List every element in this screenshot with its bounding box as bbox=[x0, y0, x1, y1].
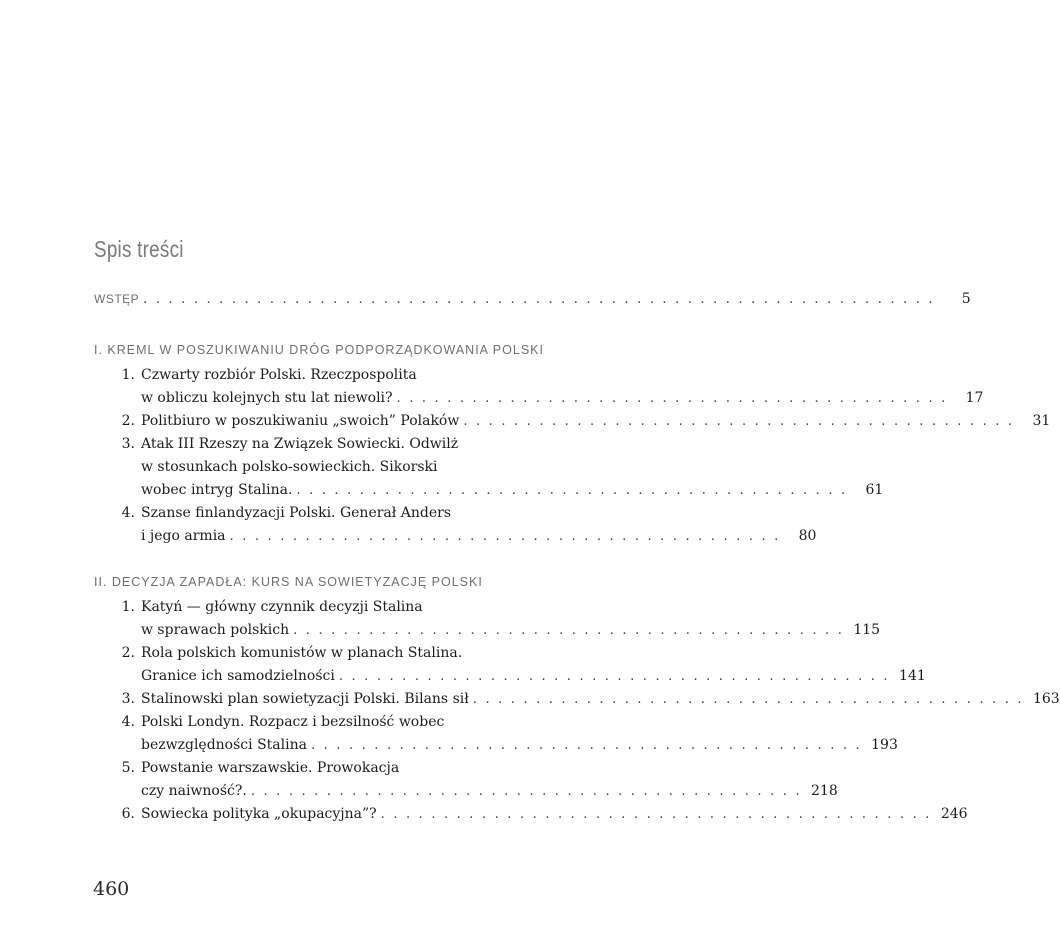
toc-intro-page: 5 bbox=[961, 291, 971, 307]
entry-page: 163 bbox=[1032, 691, 1060, 707]
entry-page: 17 bbox=[965, 390, 984, 406]
entry-page: 115 bbox=[853, 622, 881, 638]
entry-text-line: Atak III Rzeszy na Związek Sowiecki. Odwilż bbox=[141, 436, 459, 452]
entry-text-line: w obliczu kolejnych stu lat niewoli? bbox=[141, 390, 393, 406]
entry-text-line: bezwzględności Stalina bbox=[141, 737, 307, 753]
entry-page: 31 bbox=[1032, 413, 1051, 429]
entry-number: 1. bbox=[121, 367, 135, 383]
entry-text-line: Katyń — główny czynnik decyzji Stalina bbox=[141, 599, 423, 615]
entry-text-line: Powstanie warszawskie. Prowokacja bbox=[141, 760, 400, 776]
entry-text-line: Rola polskich komunistów w planach Stalina. bbox=[141, 645, 463, 661]
entry-leader-line bbox=[141, 389, 984, 408]
entry-number: 3. bbox=[121, 436, 135, 452]
entry-text-line: Stalinowski plan sowietyzacji Polski. Bilans sił bbox=[141, 691, 469, 707]
toc-intro-row[interactable] bbox=[94, 291, 971, 307]
section-heading-2: II. DECYZJA ZAPADŁA: KURS NA SOWIETYZACJĘ POLSKI bbox=[94, 575, 483, 589]
entry-leader-line bbox=[141, 667, 926, 686]
entry-text-line: czy naiwność?. bbox=[141, 783, 247, 799]
entry-number: 6. bbox=[121, 806, 135, 822]
entry-text-line: Polski Londyn. Rozpacz i bezsilność wobec bbox=[141, 714, 445, 730]
entry-text-line: i jego armia bbox=[141, 528, 226, 544]
entry-text-line: Szanse finlandyzacji Polski. Generał Anders bbox=[141, 505, 452, 521]
entry-number: 4. bbox=[121, 714, 135, 730]
entry-page: 246 bbox=[940, 806, 968, 822]
entry-leader-line bbox=[141, 805, 968, 824]
leader-dots: . . . . . . . . . . . . . . . . . . . . . . . . . . . . . . . . . . . . . . . . . . . . bbox=[396, 391, 948, 406]
leader-dots: . . . . . . . . . . . . . . . . . . . . . . . . . . . . . . . . . . . . . . . . . . . . bbox=[296, 483, 848, 498]
leader-dots: . . . . . . . . . . . . . . . . . . . . . . . . . . . . . . . . . . . . . . . . . . . . bbox=[310, 738, 862, 753]
entry-text-line: Politbiuro w poszukiwaniu „swoich” Polaków bbox=[141, 413, 460, 429]
entry-number: 3. bbox=[121, 691, 135, 707]
entry-text-line: wobec intryg Stalina. bbox=[141, 482, 293, 498]
entry-page: 193 bbox=[871, 737, 898, 753]
entry-page: 61 bbox=[865, 482, 884, 498]
leader-dots: . . . . . . . . . . . . . . . . . . . . . . . . . . . . . . . . . . . . . . . . . . . . . . . . . . . . . . . . . . . . . . . bbox=[143, 292, 935, 307]
entry-text-line: w sprawach polskich bbox=[141, 622, 290, 638]
entry-leader-line bbox=[141, 621, 881, 640]
entry-text-line: Granice ich samodzielności bbox=[141, 668, 335, 684]
entry-number: 4. bbox=[121, 505, 135, 521]
entry-text-line: Czwarty rozbiór Polski. Rzeczpospolita bbox=[141, 367, 417, 383]
leader-dots: . . . . . . . . . . . . . . . . . . . . . . . . . . . . . . . . . . . . . . . . . . . . bbox=[293, 623, 845, 638]
entry-leader-line bbox=[141, 736, 898, 755]
entry-leader-line bbox=[141, 481, 884, 500]
entry-leader-line bbox=[141, 782, 838, 801]
section-heading-1: I. KREML W POSZUKIWANIU DRÓG PODPORZĄDKOWANIA POLSKI bbox=[94, 343, 544, 357]
leader-dots: . . . . . . . . . . . . . . . . . . . . . . . . . . . . . . . . . . . . . . . . . . . . bbox=[463, 414, 1015, 429]
page-number: 460 bbox=[93, 878, 130, 900]
entry-page: 218 bbox=[811, 783, 838, 799]
entry-leader-line bbox=[141, 690, 1060, 709]
leader-dots: . . . . . . . . . . . . . . . . . . . . . . . . . . . . . . . . . . . . . . . . . . . . bbox=[250, 784, 802, 799]
toc-intro-label: WSTĘP bbox=[94, 292, 140, 306]
toc-title: Spis treści bbox=[94, 236, 184, 262]
leader-dots: . . . . . . . . . . . . . . . . . . . . . . . . . . . . . . . . . . . . . . . . . . . . bbox=[380, 807, 932, 822]
entry-text-line: w stosunkach polsko-sowieckich. Sikorski bbox=[141, 459, 438, 475]
leader-dots: . . . . . . . . . . . . . . . . . . . . . . . . . . . . . . . . . . . . . . . . . . . . bbox=[472, 692, 1024, 707]
entry-text-line: Sowiecka polityka „okupacyjna”? bbox=[141, 806, 377, 822]
entry-page: 141 bbox=[899, 668, 926, 684]
leader-dots: . . . . . . . . . . . . . . . . . . . . . . . . . . . . . . . . . . . . . . . . . . . . bbox=[229, 529, 781, 544]
entry-number: 2. bbox=[121, 413, 135, 429]
entry-page: 80 bbox=[798, 528, 817, 544]
entry-number: 5. bbox=[121, 760, 135, 776]
leader-dots: . . . . . . . . . . . . . . . . . . . . . . . . . . . . . . . . . . . . . . . . . . . . bbox=[338, 669, 890, 684]
entry-leader-line bbox=[141, 412, 1051, 431]
entry-leader-line bbox=[141, 527, 817, 546]
entry-number: 2. bbox=[121, 645, 135, 661]
entry-number: 1. bbox=[121, 599, 135, 615]
